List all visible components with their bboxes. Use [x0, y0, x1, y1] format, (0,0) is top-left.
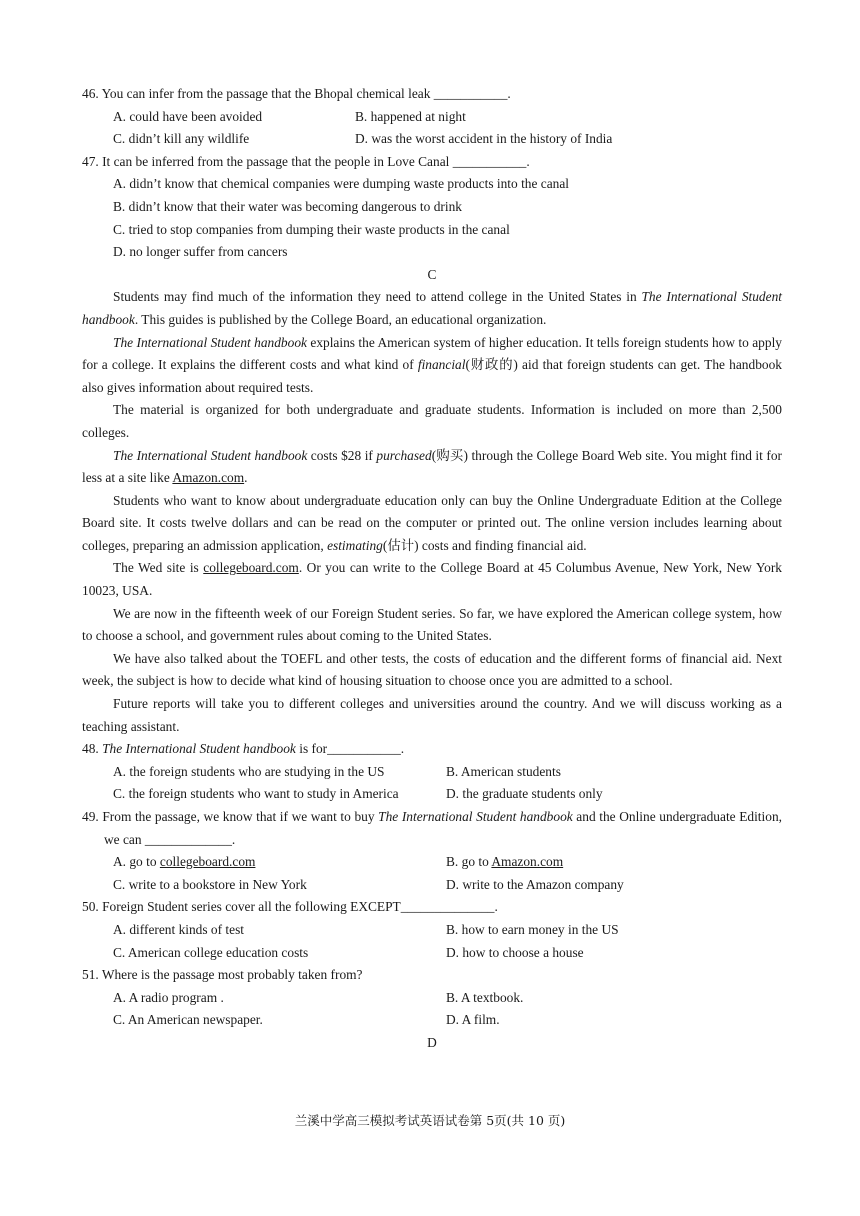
question-48-option-a: A. the foreign students who are studying in the US [113, 763, 385, 779]
question-46-stem: 46. You can infer from the passage that the Bhopal chemical leak ___________. [82, 86, 511, 101]
glossed-term: financial [417, 357, 466, 373]
question-48-options-cd [113, 783, 782, 806]
question-46-option-c: C. didn’t kill any wildlife [113, 131, 250, 147]
question-50-options-ab [113, 919, 782, 942]
question-47-option-c: C. tried to stop companies from dumping their waste products in the canal [113, 221, 510, 237]
question-47-option-d: D. no longer suffer from cancers [113, 244, 288, 260]
question-51-stem: 51. Where is the passage most probably taken from? [82, 967, 363, 983]
chinese-gloss: (财政的) [465, 357, 518, 373]
book-title: The International Student handbook [113, 447, 308, 463]
question-48-option-c: C. the foreign students who want to study in America [113, 786, 399, 802]
question-49-options-ab [113, 851, 782, 874]
question-49-option-b: B. go to Amazon.com [446, 854, 564, 870]
question-51-option-a: A. A radio program . [113, 989, 224, 1005]
question-51-option-d: D. A film. [446, 1012, 500, 1028]
question-50-option-b: B. how to earn money in the US [446, 921, 619, 937]
question-49-option-c: C. write to a bookstore in New York [113, 876, 307, 892]
question-50-option-c: C. American college education costs [113, 944, 309, 960]
question-46-option-a: A. could have been avoided [113, 108, 263, 124]
question-47-stem: 47. It can be inferred from the passage that the people in Love Canal ___________. [82, 153, 530, 169]
question-50-option-a: A. different kinds of test [113, 921, 245, 937]
chinese-gloss: (购买) [431, 447, 468, 463]
question-47-option-a: A. didn’t know that chemical companies were dumping waste products into the canal [113, 176, 570, 192]
question-46-options-cd [113, 128, 782, 151]
question-51-option-b: B. A textbook. [446, 989, 524, 1005]
question-47-option-b: B. didn’t know that their water was becoming dangerous to drink [113, 198, 462, 214]
question-48-options-ab [113, 761, 782, 784]
chinese-gloss: (估计) [382, 537, 419, 553]
passage-paragraph-9: Future reports will take you to different colleges and universities around the country. And we will discuss working as a teaching assistant. [82, 696, 782, 734]
question-49-option-a: A. go to collegeboard.com [113, 854, 256, 870]
question-51-option-c: C. An American newspaper. [113, 1012, 263, 1028]
question-50-options-cd [113, 942, 782, 965]
question-49-stem: 49. From the passage, we know that if we want to buy The International Student handbook and the Online undergraduate Edition, we can _____________. [82, 809, 782, 847]
amazon-link: Amazon.com [172, 470, 245, 486]
question-49-options-cd [113, 874, 782, 897]
question-51-options-ab [113, 987, 782, 1010]
glossed-term: purchased [376, 447, 432, 463]
passage-paragraph-1: Students may find much of the information they need to attend college in the United States in The International Student handbook. This guides is published by the College Board, an educational organization. [82, 289, 782, 327]
passage-paragraph-7: We are now in the fifteenth week of our Foreign Student series. So far, we have explored the American college system, how to choose a school, and government rules about coming to the United States. [82, 605, 782, 644]
question-48-option-b: B. American students [446, 763, 561, 779]
question-46-options-ab [113, 106, 782, 129]
question-50-stem: 50. Foreign Student series cover all the following EXCEPT______________. [82, 899, 498, 915]
question-48-stem: 48. The International Student handbook is for___________. [82, 741, 405, 757]
collegeboard-link: collegeboard.com [203, 560, 299, 576]
exam-page [82, 83, 782, 1055]
passage-paragraph-5: Students who want to know about undergraduate education only can buy the Online Undergraduate Edition at the College Board site. It costs twelve dollars and can be read on the computer or printed out. The online version includes learning about colleges, preparing an admission application, estimating(估计) costs and finding financial aid. [82, 492, 782, 553]
question-49-option-d: D. write to the Amazon company [446, 876, 624, 892]
passage-paragraph-3: The material is organized for both undergraduate and graduate students. Information is included on more than 2,500 colleges. [82, 402, 782, 440]
passage-paragraph-2: The International Student handbook explains the American system of higher education. It tells foreign students how to apply for a college. It explains the different costs and what kind of financial(财政的) aid that foreign students can get. The handbook also gives information about required tests. [82, 334, 782, 395]
question-46-option-b: B. happened at night [355, 108, 466, 124]
book-title: The International Student handbook [82, 289, 782, 327]
passage-paragraph-4: The International Student handbook costs $28 if purchased(购买) through the College Board Web site. You might find it for less at a site like Amazon.com. [82, 447, 783, 486]
passage-paragraph-6: The Wed site is collegeboard.com. Or you can write to the College Board at 45 Columbus Avenue, New York, New York 10023, USA. [82, 560, 782, 599]
question-48-option-d: D. the graduate students only [446, 786, 603, 802]
section-c-heading: C [427, 266, 437, 282]
book-title: The International Student handbook [113, 334, 307, 350]
question-51-options-cd [113, 1009, 782, 1032]
question-46-option-d: D. was the worst accident in the history of India [355, 131, 613, 147]
section-d-heading: D [427, 1034, 437, 1050]
question-50-option-d: D. how to choose a house [446, 944, 584, 960]
glossed-term: estimating [327, 537, 383, 553]
page-footer: 兰溪中学高三模拟考试英语试卷第 5页(共 10 页) [294, 1113, 566, 1128]
passage-paragraph-8: We have also talked about the TOEFL and other tests, the costs of education and the different forms of financial aid. Next week, the subject is how to decide what kind of housing situation to choose once you are admitted to a school. [82, 650, 782, 689]
